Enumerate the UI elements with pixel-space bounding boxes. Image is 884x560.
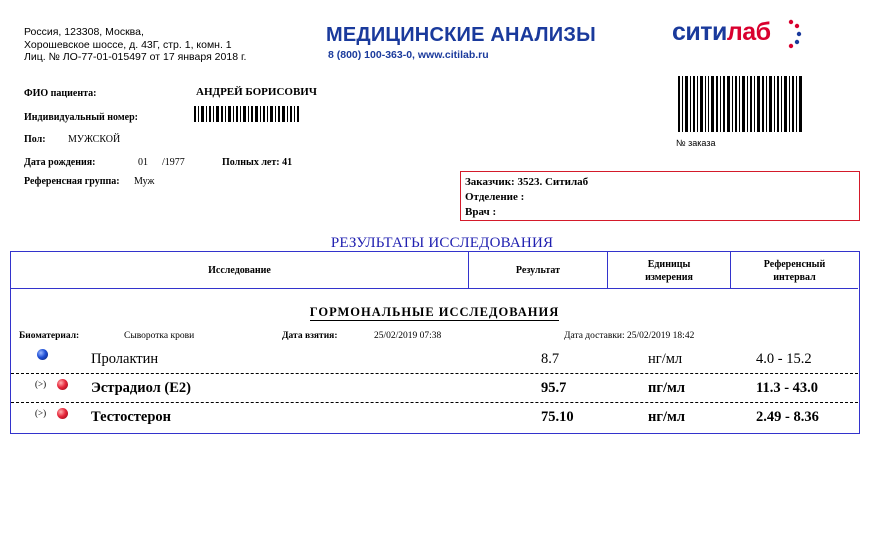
test-reference: 4.0 - 15.2 bbox=[756, 351, 812, 367]
lab-address bbox=[24, 26, 246, 64]
customer-box bbox=[460, 171, 860, 221]
refgroup-label: Референсная группа: bbox=[24, 176, 120, 187]
order-barcode bbox=[678, 76, 803, 132]
patient-id-barcode bbox=[194, 106, 300, 122]
test-name: Пролактин bbox=[91, 351, 159, 367]
address-line-1: Россия, 123308, Москва, bbox=[24, 26, 144, 38]
result-row-testosterone bbox=[11, 403, 858, 431]
header-reference: Референсный интервал bbox=[763, 258, 826, 283]
address-line-2: Хорошевское шоссе, д. 43Г, стр. 1, комн. 1 bbox=[24, 38, 232, 51]
patient-name-value: АНДРЕЙ БОРИСОВИЧ bbox=[196, 86, 317, 98]
test-reference: 2.49 - 8.36 bbox=[756, 409, 819, 425]
sex-label: Пол: bbox=[24, 134, 46, 145]
dob-day: 01 bbox=[138, 157, 148, 168]
high-flag: (>) bbox=[35, 379, 47, 389]
order-number-label: № заказа bbox=[676, 138, 716, 148]
test-reference: 11.3 - 43.0 bbox=[756, 380, 819, 396]
patient-name-label: ФИО пациента: bbox=[24, 88, 97, 99]
result-row-prolactin bbox=[11, 345, 858, 373]
high-indicator-icon bbox=[57, 379, 68, 390]
test-result: 8.7 bbox=[541, 351, 560, 367]
test-result: 95.7 bbox=[541, 380, 567, 396]
test-unit: нг/мл bbox=[648, 409, 685, 425]
header-units: Единицы измерения bbox=[608, 252, 731, 289]
test-name: Эстрадиол (E2) bbox=[91, 380, 191, 396]
biomaterial-label: Биоматериал: bbox=[19, 331, 80, 341]
doctor-line: Врач : bbox=[465, 206, 497, 218]
test-result: 75.10 bbox=[541, 409, 574, 425]
refgroup-value: Муж bbox=[134, 176, 155, 187]
sex-value: МУЖСКОЙ bbox=[68, 134, 121, 145]
normal-indicator-icon bbox=[37, 349, 48, 360]
section-title: ГОРМОНАЛЬНЫЕ ИССЛЕДОВАНИЯ bbox=[309, 305, 560, 319]
header-test: Исследование bbox=[11, 252, 469, 289]
license-line: Лиц. № ЛО-77-01-015497 от 17 января 2018 г. bbox=[24, 51, 247, 63]
biomaterial-value: Сыворотка крови bbox=[124, 331, 195, 341]
taken-label: Дата взятия: bbox=[282, 331, 338, 341]
lab-contacts: 8 (800) 100-363-0, www.citilab.ru bbox=[328, 49, 489, 61]
customer-line: Заказчик: 3523. Ситилаб bbox=[465, 176, 589, 188]
logo-text-part2: лаб bbox=[726, 18, 771, 46]
taken-value: 25/02/2019 07:38 bbox=[374, 331, 442, 341]
high-flag: (>) bbox=[35, 408, 47, 418]
dob-label: Дата рождения: bbox=[24, 157, 96, 168]
delivery-date: Дата доставки: 25/02/2019 18:42 bbox=[564, 331, 695, 341]
logo-text-part1: сити bbox=[672, 18, 727, 46]
test-unit: нг/мл bbox=[648, 351, 683, 367]
citilab-logo bbox=[672, 18, 771, 58]
results-title: РЕЗУЛЬТАТЫ ИССЛЕДОВАНИЯ bbox=[330, 235, 554, 251]
header-result: Результат bbox=[469, 252, 608, 289]
results-table bbox=[10, 251, 860, 434]
dob-year: /1977 bbox=[162, 157, 185, 168]
age-label: Полных лет: 41 bbox=[222, 157, 293, 168]
result-row-estradiol bbox=[11, 374, 858, 402]
department-line: Отделение : bbox=[465, 191, 525, 203]
patient-id-label: Индивидуальный номер: bbox=[24, 112, 138, 123]
logo-dots-icon bbox=[778, 18, 804, 58]
high-indicator-icon bbox=[57, 408, 68, 419]
test-name: Тестостерон bbox=[91, 409, 172, 425]
lab-title: МЕДИЦИНСКИЕ АНАЛИЗЫ bbox=[326, 24, 596, 46]
test-unit: пг/мл bbox=[648, 380, 685, 396]
header-divider bbox=[11, 288, 858, 289]
